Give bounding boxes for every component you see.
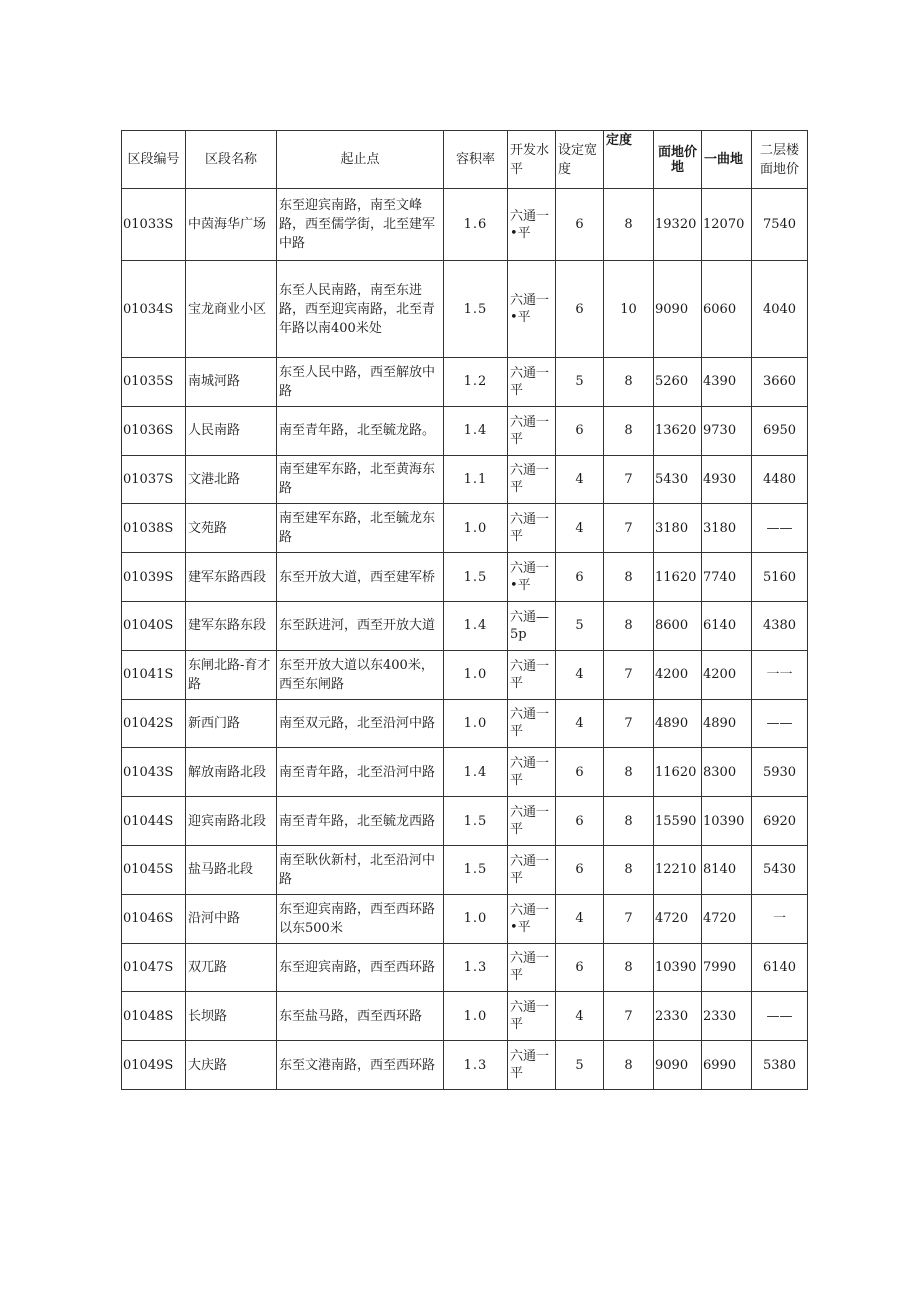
cell-depth: 8 — [604, 943, 654, 992]
cell-ratio: 1.5 — [444, 553, 508, 602]
cell-level: 六通一•平 — [508, 894, 556, 943]
cell-code: 01044S — [122, 797, 186, 846]
table-row — [122, 455, 808, 504]
cell-name: 文苑路 — [186, 504, 277, 553]
cell-range: 东至人民中路，西至解放中路 — [277, 358, 444, 407]
cell-level: 六通一平 — [508, 797, 556, 846]
cell-name: 大庆路 — [186, 1041, 277, 1090]
cell-range: 东至盐马路，西至西环路 — [277, 992, 444, 1041]
cell-second-floor-price: 5160 — [752, 553, 808, 602]
cell-range: 南至双元路，北至沿河中路 — [277, 699, 444, 748]
cell-level: 六通一平 — [508, 845, 556, 894]
cell-road-price: 10390 — [702, 797, 752, 846]
cell-depth: 7 — [604, 504, 654, 553]
cell-depth: 8 — [604, 406, 654, 455]
cell-ratio: 1.0 — [444, 650, 508, 699]
cell-width: 5 — [556, 358, 604, 407]
cell-width: 5 — [556, 601, 604, 650]
cell-range: 南至建军东路，北至黄海东路 — [277, 455, 444, 504]
cell-ratio: 1.3 — [444, 1041, 508, 1090]
cell-depth: 8 — [604, 358, 654, 407]
cell-depth: 7 — [604, 992, 654, 1041]
cell-road-price: 6140 — [702, 601, 752, 650]
cell-road-price: 6990 — [702, 1041, 752, 1090]
cell-road-price: 7740 — [702, 553, 752, 602]
cell-depth: 8 — [604, 601, 654, 650]
cell-level: 六通一平 — [508, 650, 556, 699]
cell-road-price: 2330 — [702, 992, 752, 1041]
cell-name: 双兀路 — [186, 943, 277, 992]
table-row — [122, 650, 808, 699]
cell-range: 南至耿伙新村，北至沿河中路 — [277, 845, 444, 894]
cell-first-floor-price: 8600 — [654, 601, 702, 650]
header-road-price: 一曲地 — [702, 131, 752, 189]
cell-code: 01034S — [122, 261, 186, 358]
cell-width: 6 — [556, 553, 604, 602]
cell-second-floor-price: 4040 — [752, 261, 808, 358]
table-row — [122, 358, 808, 407]
cell-width: 6 — [556, 797, 604, 846]
cell-name: 迎宾南路北段 — [186, 797, 277, 846]
table-row — [122, 261, 808, 358]
cell-first-floor-price: 11620 — [654, 553, 702, 602]
table-row — [122, 1041, 808, 1090]
cell-depth: 8 — [604, 553, 654, 602]
cell-name: 文港北路 — [186, 455, 277, 504]
cell-code: 01040S — [122, 601, 186, 650]
cell-range: 东至迎宾南路，西至西环路以东500米 — [277, 894, 444, 943]
cell-code: 01043S — [122, 748, 186, 797]
cell-second-floor-price: 6920 — [752, 797, 808, 846]
cell-level: 六通一•平 — [508, 261, 556, 358]
cell-range: 东至迎宾南路，西至西环路 — [277, 943, 444, 992]
cell-width: 4 — [556, 455, 604, 504]
cell-depth: 8 — [604, 797, 654, 846]
cell-ratio: 1.4 — [444, 748, 508, 797]
cell-name: 解放南路北段 — [186, 748, 277, 797]
cell-depth: 10 — [604, 261, 654, 358]
cell-road-price: 8300 — [702, 748, 752, 797]
cell-first-floor-price: 9090 — [654, 261, 702, 358]
table-row — [122, 943, 808, 992]
cell-first-floor-price: 5260 — [654, 358, 702, 407]
cell-name: 建军东路西段 — [186, 553, 277, 602]
cell-code: 01046S — [122, 894, 186, 943]
cell-depth: 7 — [604, 894, 654, 943]
cell-name: 中茵海华广场 — [186, 189, 277, 261]
cell-first-floor-price: 4890 — [654, 699, 702, 748]
cell-second-floor-price: —— — [752, 992, 808, 1041]
cell-ratio: 1.5 — [444, 845, 508, 894]
table-row — [122, 406, 808, 455]
cell-name: 建军东路东段 — [186, 601, 277, 650]
cell-road-price: 3180 — [702, 504, 752, 553]
cell-depth: 7 — [604, 455, 654, 504]
cell-level: 六通一平 — [508, 699, 556, 748]
table-row — [122, 699, 808, 748]
cell-road-price: 12070 — [702, 189, 752, 261]
header-row — [122, 131, 808, 189]
cell-first-floor-price: 13620 — [654, 406, 702, 455]
cell-range: 南至青年路，北至沿河中路 — [277, 748, 444, 797]
header-name: 区段名称 — [186, 131, 277, 189]
cell-width: 6 — [556, 943, 604, 992]
cell-level: 六通一平 — [508, 504, 556, 553]
cell-width: 6 — [556, 189, 604, 261]
cell-ratio: 1.0 — [444, 992, 508, 1041]
cell-code: 01036S — [122, 406, 186, 455]
cell-width: 4 — [556, 894, 604, 943]
cell-ratio: 1.4 — [444, 601, 508, 650]
cell-level: 六通一平 — [508, 406, 556, 455]
cell-width: 6 — [556, 261, 604, 358]
cell-range: 东至开放大道以东400米，西至东闸路 — [277, 650, 444, 699]
cell-level: 六通一平 — [508, 455, 556, 504]
table-row — [122, 992, 808, 1041]
cell-second-floor-price: 6140 — [752, 943, 808, 992]
cell-level: 六通一平 — [508, 943, 556, 992]
cell-level: 六通一平 — [508, 358, 556, 407]
cell-width: 6 — [556, 406, 604, 455]
cell-ratio: 1.0 — [444, 504, 508, 553]
cell-name: 盐马路北段 — [186, 845, 277, 894]
cell-code: 01049S — [122, 1041, 186, 1090]
cell-ratio: 1.4 — [444, 406, 508, 455]
cell-level: 六通一•平 — [508, 553, 556, 602]
header-code: 区段编号 — [122, 131, 186, 189]
cell-first-floor-price: 19320 — [654, 189, 702, 261]
cell-depth: 8 — [604, 189, 654, 261]
cell-ratio: 1.1 — [444, 455, 508, 504]
cell-code: 01039S — [122, 553, 186, 602]
cell-second-floor-price: —— — [752, 699, 808, 748]
cell-first-floor-price: 3180 — [654, 504, 702, 553]
cell-road-price: 8140 — [702, 845, 752, 894]
cell-ratio: 1.3 — [444, 943, 508, 992]
cell-level: 六通一平 — [508, 992, 556, 1041]
cell-level: 六通一平 — [508, 748, 556, 797]
cell-second-floor-price: 4480 — [752, 455, 808, 504]
cell-level: 六通—5p — [508, 601, 556, 650]
cell-name: 新西门路 — [186, 699, 277, 748]
cell-second-floor-price: 一 — [752, 894, 808, 943]
cell-road-price: 7990 — [702, 943, 752, 992]
cell-range: 南至青年路，北至毓龙路。 — [277, 406, 444, 455]
cell-second-floor-price: 4380 — [752, 601, 808, 650]
cell-first-floor-price: 10390 — [654, 943, 702, 992]
cell-name: 宝龙商业小区 — [186, 261, 277, 358]
cell-range: 东至人民南路，南至东进路，西至迎宾南路，北至青年路以南400米处 — [277, 261, 444, 358]
cell-name: 南城河路 — [186, 358, 277, 407]
cell-width: 4 — [556, 699, 604, 748]
table-row — [122, 601, 808, 650]
cell-road-price: 4720 — [702, 894, 752, 943]
cell-code: 01035S — [122, 358, 186, 407]
cell-width: 6 — [556, 845, 604, 894]
header-first-floor-price: 面地价地 — [654, 131, 702, 189]
cell-range: 东至文港南路，西至西环路 — [277, 1041, 444, 1090]
cell-road-price: 4200 — [702, 650, 752, 699]
cell-second-floor-price: —— — [752, 504, 808, 553]
cell-first-floor-price: 15590 — [654, 797, 702, 846]
cell-name: 人民南路 — [186, 406, 277, 455]
cell-second-floor-price: 5930 — [752, 748, 808, 797]
table-row — [122, 553, 808, 602]
cell-range: 东至迎宾南路，南至文峰路，西至儒学街，北至建军中路 — [277, 189, 444, 261]
cell-road-price: 4890 — [702, 699, 752, 748]
cell-code: 01045S — [122, 845, 186, 894]
cell-ratio: 1.0 — [444, 894, 508, 943]
cell-depth: 7 — [604, 699, 654, 748]
cell-road-price: 4390 — [702, 358, 752, 407]
cell-ratio: 1.6 — [444, 189, 508, 261]
header-width: 设定宽度 — [556, 131, 604, 189]
cell-level: 六通一•平 — [508, 189, 556, 261]
cell-range: 东至跃进河，西至开放大道 — [277, 601, 444, 650]
cell-road-price: 6060 — [702, 261, 752, 358]
cell-width: 4 — [556, 504, 604, 553]
header-ratio: 容积率 — [444, 131, 508, 189]
cell-width: 6 — [556, 748, 604, 797]
cell-width: 4 — [556, 992, 604, 1041]
table-row — [122, 894, 808, 943]
cell-code: 01048S — [122, 992, 186, 1041]
cell-range: 东至开放大道，西至建军桥 — [277, 553, 444, 602]
header-range: 起止点 — [277, 131, 444, 189]
cell-code: 01038S — [122, 504, 186, 553]
table-row — [122, 845, 808, 894]
cell-first-floor-price: 12210 — [654, 845, 702, 894]
cell-depth: 8 — [604, 748, 654, 797]
cell-depth: 8 — [604, 1041, 654, 1090]
cell-first-floor-price: 5430 — [654, 455, 702, 504]
cell-second-floor-price: 一一 — [752, 650, 808, 699]
cell-second-floor-price: 3660 — [752, 358, 808, 407]
table-row — [122, 748, 808, 797]
cell-second-floor-price: 5380 — [752, 1041, 808, 1090]
cell-ratio: 1.0 — [444, 699, 508, 748]
cell-depth: 8 — [604, 845, 654, 894]
table-row — [122, 504, 808, 553]
cell-code: 01037S — [122, 455, 186, 504]
cell-road-price: 9730 — [702, 406, 752, 455]
cell-code: 01033S — [122, 189, 186, 261]
cell-second-floor-price: 6950 — [752, 406, 808, 455]
cell-first-floor-price: 4720 — [654, 894, 702, 943]
header-depth: 定度 — [604, 131, 654, 189]
cell-depth: 7 — [604, 650, 654, 699]
cell-second-floor-price: 5430 — [752, 845, 808, 894]
header-level: 开发水平 — [508, 131, 556, 189]
cell-road-price: 4930 — [702, 455, 752, 504]
table-row — [122, 797, 808, 846]
cell-width: 4 — [556, 650, 604, 699]
cell-name: 长坝路 — [186, 992, 277, 1041]
cell-name: 东闸北路-育才路 — [186, 650, 277, 699]
cell-ratio: 1.5 — [444, 261, 508, 358]
cell-code: 01041S — [122, 650, 186, 699]
cell-name: 沿河中路 — [186, 894, 277, 943]
header-second-floor-price: 二层楼面地价 — [752, 131, 808, 189]
cell-range: 南至青年路，北至毓龙西路 — [277, 797, 444, 846]
cell-range: 南至建军东路，北至毓龙东路 — [277, 504, 444, 553]
cell-first-floor-price: 9090 — [654, 1041, 702, 1090]
cell-first-floor-price: 2330 — [654, 992, 702, 1041]
cell-level: 六通一平 — [508, 1041, 556, 1090]
cell-width: 5 — [556, 1041, 604, 1090]
cell-ratio: 1.5 — [444, 797, 508, 846]
table-row — [122, 189, 808, 261]
cell-code: 01042S — [122, 699, 186, 748]
cell-first-floor-price: 11620 — [654, 748, 702, 797]
land-price-table — [121, 130, 808, 1090]
cell-second-floor-price: 7540 — [752, 189, 808, 261]
cell-code: 01047S — [122, 943, 186, 992]
cell-ratio: 1.2 — [444, 358, 508, 407]
cell-first-floor-price: 4200 — [654, 650, 702, 699]
